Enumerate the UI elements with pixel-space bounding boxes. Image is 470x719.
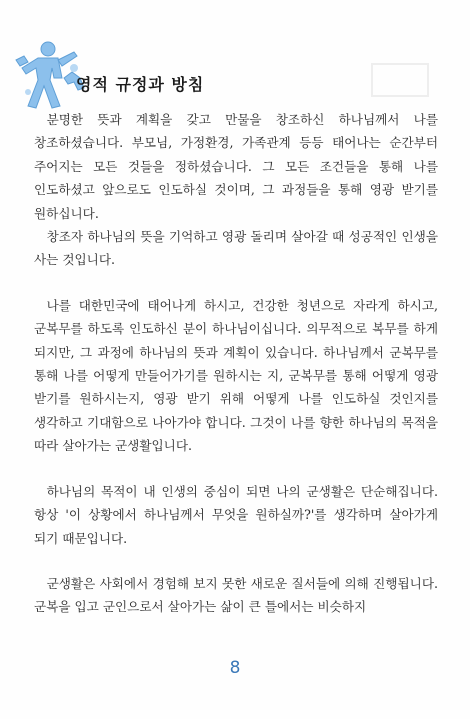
paragraph: 하나님의 목적이 내 인생의 중심이 되면 나의 군생활은 단순해집니다. 항상 '이 상황에서 하나님께서 무엇을 원하실까?'를 생각하며 살아가게 되기 때문입니다. — [34, 483, 438, 546]
section-title: 영적 규정과 방침 — [76, 75, 205, 94]
page-number: 8 — [229, 658, 241, 678]
paragraph: 분명한 뜻과 계획을 갖고 만물을 창조하신 하나님께서 나를 창조하셨습니다. 부모님, 가정환경, 가족관계 등등 태어나는 순간부터 주어지는 모든 것들을 정하셨습니다. 그 모든 조건들을 통해 나를 인도하셨고 앞으로도 인도하실 것이며, 그 과정들을 통해 영광 받기를 원하십니다. — [34, 112, 438, 221]
bleed-through-mark — [370, 60, 430, 100]
body-text — [34, 108, 438, 619]
section-header — [14, 38, 314, 116]
paragraph: 창조자 하나님의 뜻을 기억하고 영광 돌리며 살아갈 때 성공적인 인생을 사는 것입니다. — [34, 229, 438, 268]
paragraph: 나를 대한민국에 태어나게 하시고, 건강한 청년으로 자라게 하시고, 군복무를 하도록 인도하신 분이 하나님이십니다. 의무적으로 복무를 하게 되지만, 그 과정에 하나님의 뜻과 계획이 있습니다. 하나님께서 군복무를 통해 나를 어떻게 만들어가기를 원하시는 지, 군복무를 통해 어떻게 영광 받기를 원하시는지, 영광 받기 위해 어떻게 나를 인도하실 것인지를 생각하고 기대함으로 나아가야 합니다. 그것이 나를 향한 하나님의 목적을 따라 살아가는 군생활입니다. — [34, 297, 438, 454]
paragraph: 군생활은 사회에서 경험해 보지 못한 새로운 질서들에 의해 진행됩니다. 군복을 입고 군인으로서 살아가는 삶이 큰 틀에서는 비슷하지 — [34, 575, 438, 615]
